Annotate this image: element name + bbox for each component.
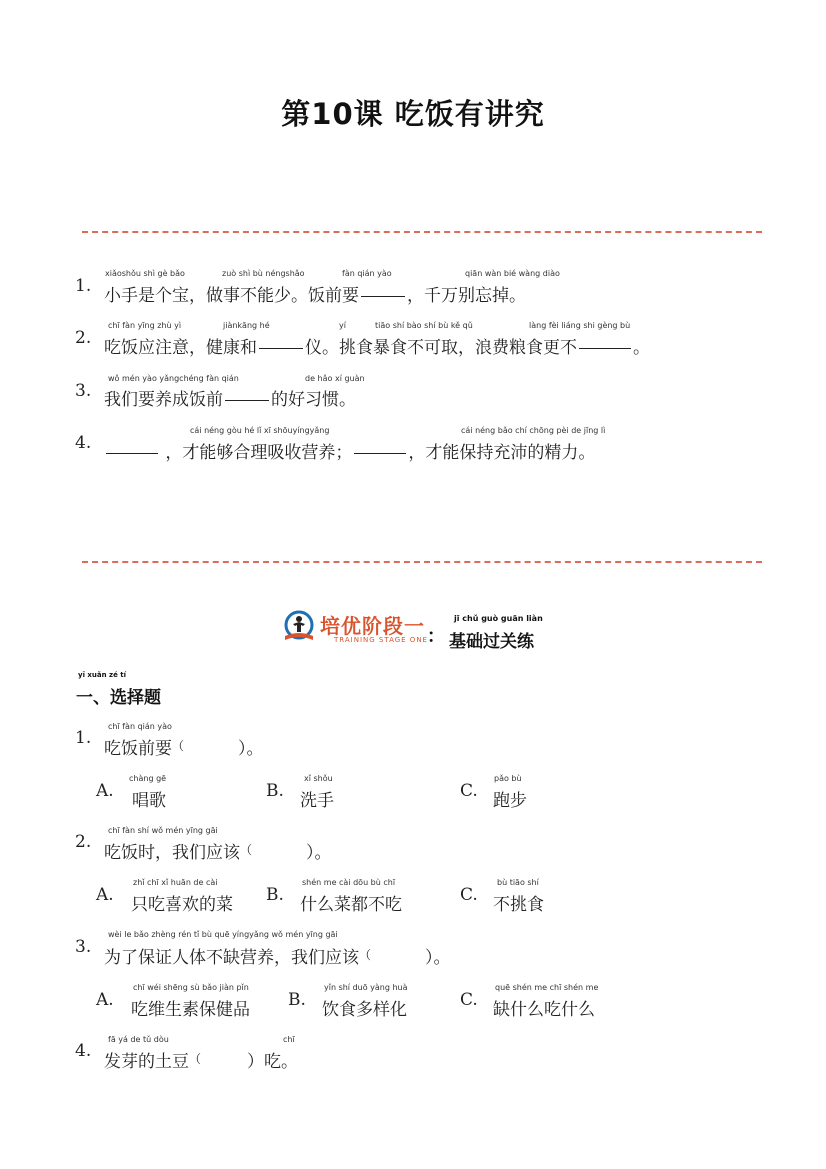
answer-blank[interactable] (106, 453, 158, 454)
option-c[interactable]: 缺什么吃什么 (493, 1000, 595, 1020)
pinyin: quē shén me chī shén me (495, 983, 599, 992)
option-a[interactable]: 只吃喜欢的菜 (131, 895, 233, 915)
question-stem (104, 943, 451, 968)
pinyin: wèi le bǎo zhèng rén tǐ bù quē yíngyǎng wǒ mén yīng gāi (108, 930, 338, 939)
item-number: 3. (75, 381, 92, 401)
text: 。 (633, 338, 650, 358)
pinyin: xǐ shǒu (304, 774, 333, 783)
option-letter: C. (460, 885, 478, 905)
text: 发芽的土豆 (104, 1052, 189, 1072)
option-c[interactable]: 跑步 (493, 791, 527, 811)
item-number: 1. (75, 276, 92, 296)
pinyin: qiān wàn bié wàng diào (465, 269, 560, 278)
option-letter: A. (96, 990, 114, 1010)
text: 的好习惯。 (271, 390, 356, 410)
stage-banner (282, 608, 562, 652)
question-number: 4. (75, 1041, 92, 1061)
paren: （ (189, 1052, 202, 1066)
fill-line (104, 385, 356, 410)
question-stem (104, 734, 264, 759)
pinyin: jiànkāng hé (223, 321, 270, 330)
pinyin: tiāo shí bào shí bù kě qǔ (375, 321, 473, 330)
pinyin: xiǎoshǒu shì gè bǎo (105, 269, 185, 278)
pinyin: chī wéi shēng sù bǎo jiàn pǐn (133, 983, 249, 992)
text: 吃饭时，我们应该 (104, 843, 240, 863)
pinyin: yī xuǎn zé tí (78, 671, 127, 679)
option-letter: B. (266, 885, 284, 905)
question-stem (104, 1047, 298, 1072)
option-b[interactable]: 什么菜都不吃 (300, 895, 402, 915)
fill-line (104, 333, 650, 358)
question-stem (104, 838, 332, 863)
text: 仪。挑食暴食不可取，浪费粮食更不 (305, 338, 577, 358)
answer-blank[interactable] (225, 400, 269, 401)
option-letter: A. (96, 885, 114, 905)
item-number: 4. (75, 433, 92, 453)
stage-sublabel: TRAINING STAGE ONE (334, 636, 428, 644)
pinyin: zhǐ chī xǐ huān de cài (133, 878, 218, 887)
text: 小手是个宝，做事不能少。饭前要 (104, 286, 359, 306)
question-number: 1. (75, 728, 92, 748)
option-a[interactable]: 唱歌 (132, 791, 166, 811)
option-a[interactable]: 吃维生素保健品 (131, 1000, 250, 1020)
pinyin: chī fàn yīng zhù yì (108, 321, 182, 330)
paren: （ (240, 843, 253, 857)
text: ，才能够合理吸收营养； (165, 443, 353, 463)
fill-line (104, 281, 526, 306)
pinyin: làng fèi liáng shi gèng bù (529, 321, 631, 330)
option-b[interactable]: 洗手 (300, 791, 334, 811)
text: ，才能保持充沛的精力。 (408, 443, 596, 463)
option-letter: A. (96, 781, 114, 801)
section-title: 一、选择题 (76, 688, 161, 708)
pinyin: wǒ mén yào yǎngchéng fàn qián (108, 374, 239, 383)
fill-line (104, 438, 595, 463)
pinyin: yǐn shí duō yàng huà (324, 983, 408, 992)
pinyin: cái néng gòu hé lǐ xī shōuyíngyǎng (190, 426, 330, 435)
page-title: 第10课 吃饭有讲究 (281, 97, 545, 131)
answer-blank[interactable] (259, 348, 303, 349)
divider-top (82, 231, 762, 233)
pinyin: jī chǔ guò guān liàn (454, 614, 543, 623)
text: ，千万别忘掉。 (407, 286, 526, 306)
pinyin: shén me cài dōu bù chī (302, 878, 396, 887)
text: 吃饭前要 (104, 739, 172, 759)
text: 吃饭应注意，健康和 (104, 338, 257, 358)
pinyin: fàn qián yào (342, 269, 392, 278)
pinyin: zuò shì bù néngshǎo (222, 269, 305, 278)
option-b[interactable]: 饮食多样化 (322, 1000, 407, 1020)
answer-blank[interactable] (579, 348, 631, 349)
pinyin: de hǎo xí guàn (305, 374, 365, 383)
pinyin: pǎo bù (494, 774, 522, 783)
text: 为了保证人体不缺营养，我们应该 (104, 948, 359, 968)
paren: （ (359, 948, 372, 962)
colon: ： (427, 626, 445, 647)
text: ）吃。 (247, 1052, 299, 1072)
question-number: 3. (75, 937, 92, 957)
pinyin: chī (283, 1035, 295, 1044)
text: ）。 (425, 948, 451, 968)
banner-title: 基础过关练 (449, 632, 534, 652)
item-number: 2. (75, 328, 92, 348)
text: ）。 (238, 739, 264, 759)
pinyin: chī fàn qián yào (108, 722, 172, 731)
pinyin: yí (339, 321, 346, 330)
pinyin: chàng gē (129, 774, 167, 783)
paren: （ (172, 739, 185, 753)
stage-logo-icon (282, 610, 316, 644)
option-letter: C. (460, 781, 478, 801)
option-letter: B. (288, 990, 306, 1010)
option-c[interactable]: 不挑食 (493, 895, 544, 915)
answer-blank[interactable] (354, 453, 406, 454)
stage-label: 培优阶段一 (320, 614, 425, 638)
pinyin: chī fàn shí wǒ mén yīng gāi (108, 826, 218, 835)
text: 我们要养成饭前 (104, 390, 223, 410)
option-letter: C. (460, 990, 478, 1010)
option-letter: B. (266, 781, 284, 801)
pinyin: bù tiāo shí (497, 878, 539, 887)
pinyin: cái néng bǎo chí chōng pèi de jīng lì (461, 426, 606, 435)
answer-blank[interactable] (361, 296, 405, 297)
text: ）。 (306, 843, 332, 863)
question-number: 2. (75, 832, 92, 852)
divider-middle (82, 561, 762, 563)
pinyin: fā yá de tǔ dòu (108, 1035, 169, 1044)
